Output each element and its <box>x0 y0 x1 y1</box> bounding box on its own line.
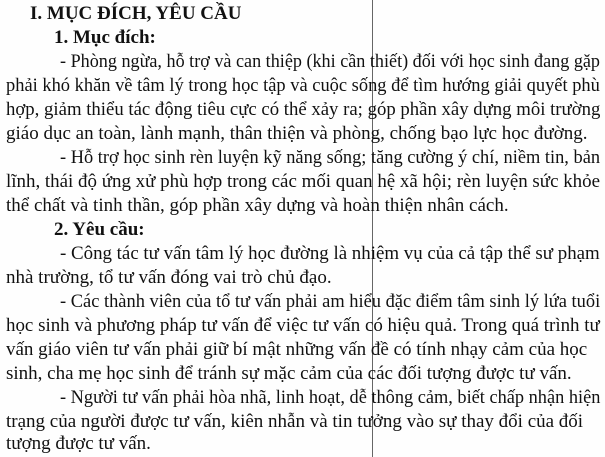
paragraph-line: - Phòng ngừa, hỗ trợ và can thiệp (khi cần thiết) đối với học sinh đang gặp <box>60 51 600 72</box>
paragraph-line: sinh, cha mẹ học sinh để tránh sự mặc cảm của các đối tượng được tư vấn. <box>6 363 572 384</box>
paragraph-line: hợp, giảm thiểu tác động tiêu cực có thể xảy ra; góp phần xây dựng môi trường <box>6 99 601 120</box>
paragraph-line: giáo dục an toàn, lành mạnh, thân thiện và phòng, chống bạo lực học đường. <box>6 123 588 144</box>
paragraph-line: vấn giáo viên tư vấn phải giữ bí mật những vấn đề có tính nhạy cảm của học <box>6 339 588 360</box>
section-heading: I. MỤC ĐÍCH, YÊU CẦU <box>30 3 242 24</box>
paragraph-line: lĩnh, thái độ ứng xử phù hợp trong các mối quan hệ xã hội; rèn luyện sức khỏe <box>6 171 601 192</box>
paragraph-line: - Các thành viên của tổ tư vấn phải am hiểu đặc điểm tâm sinh lý lứa tuổi <box>60 291 601 312</box>
subsection-heading-requirements: 2. Yêu cầu: <box>54 219 145 240</box>
paragraph-line: - Công tác tư vấn tâm lý học đường là nhiệm vụ của cả tập thể sư phạm <box>60 243 600 264</box>
paragraph-line: tượng được tư vấn. <box>6 433 151 454</box>
paragraph-line: học sinh và phương pháp tư vấn để việc tư vấn có hiệu quả. Trong quá trình tư <box>6 315 600 336</box>
paragraph-line: - Hỗ trợ học sinh rèn luyện kỹ năng sống; tăng cường ý chí, niềm tin, bản <box>60 147 601 168</box>
subsection-heading-purpose: 1. Mục đích: <box>54 27 156 48</box>
paragraph-line: phải khó khăn về tâm lý trong học tập và cuộc sống để tìm hướng giải quyết phù <box>6 75 600 96</box>
paragraph-line: nhà trường, tổ tư vấn đóng vai trò chủ đạo. <box>6 267 332 288</box>
paragraph-line: trạng của người được tư vấn, kiên nhẫn và tin tưởng vào sự thay đổi của đối <box>6 411 584 432</box>
paragraph-line: thể chất và tinh thần, góp phần xây dựng và hoàn thiện nhân cách. <box>6 195 509 216</box>
paragraph-line: - Người tư vấn phải hòa nhã, linh hoạt, dễ thông cảm, biết chấp nhận hiện <box>60 387 601 408</box>
